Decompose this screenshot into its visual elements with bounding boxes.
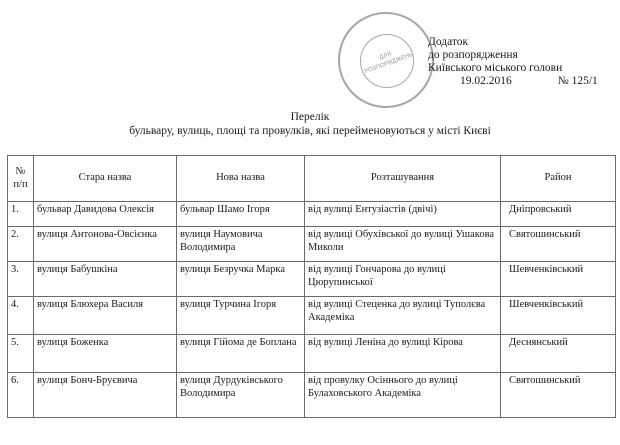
cell-new-name: бульвар Шамо Ігоря: [177, 202, 305, 227]
header-new-name: Нова назва: [177, 156, 305, 202]
cell-location: від вулиці Леніна до вулиці Кірова: [305, 335, 501, 373]
cell-new-name: вулиця Турчина Ігоря: [177, 297, 305, 335]
header-location: Розташування: [305, 156, 501, 202]
table-row: [8, 297, 616, 335]
cell-old-name: вулиця Боженка: [34, 335, 177, 373]
cell-location: від вулиці Обухівської до вулиці Ушакова Миколи: [305, 227, 501, 262]
appendix-date: 19.02.2016: [460, 75, 512, 87]
cell-num: 5.: [8, 335, 34, 373]
table-row: [8, 373, 616, 418]
cell-old-name: вулиця Блюхера Василя: [34, 297, 177, 335]
cell-old-name: вулиця Бабушкіна: [34, 262, 177, 297]
cell-num: 4.: [8, 297, 34, 335]
appendix-line-1: Додаток: [428, 36, 469, 48]
cell-district: Шевченківський: [501, 262, 616, 297]
table-row: [8, 335, 616, 373]
table-header-row: [8, 156, 616, 202]
cell-district: Святошинський: [501, 227, 616, 262]
cell-new-name: вулиця Безручка Марка: [177, 262, 305, 297]
appendix-line-2: до розпорядження: [428, 49, 518, 61]
appendix-header: [428, 36, 598, 88]
header-num: № п/п: [8, 156, 34, 202]
cell-old-name: бульвар Давидова Олексія: [34, 202, 177, 227]
cell-location: від вулиці Ентузіастів (двічі): [305, 202, 501, 227]
cell-num: 1.: [8, 202, 34, 227]
appendix-line-3: Київського міського голови: [428, 62, 563, 74]
official-stamp: [338, 12, 434, 108]
header-old-name: Стара назва: [34, 156, 177, 202]
stamp-center-text: ДЛЯ РОЗПОРЯДЖЕНЬ: [363, 51, 415, 76]
title-line-2: бульвару, вулиць, площі та провулків, які перейменовуються у місті Києві: [129, 125, 491, 137]
cell-location: від провулку Осіннього до вулиці Булаховського Академіка: [305, 373, 501, 418]
cell-num: 3.: [8, 262, 34, 297]
renaming-table: [7, 155, 616, 418]
cell-location: від вулиці Стеценка до вулиці Туполєва Академіка: [305, 297, 501, 335]
table-row: [8, 202, 616, 227]
cell-old-name: вулиця Антонова-Овсієнка: [34, 227, 177, 262]
document-title: [0, 110, 620, 138]
title-line-1: Перелік: [290, 111, 330, 123]
appendix-number: № 125/1: [557, 75, 598, 87]
cell-num: 2.: [8, 227, 34, 262]
cell-district: Шевченківський: [501, 297, 616, 335]
cell-new-name: вулиця Дурдуківського Володимира: [177, 373, 305, 418]
appendix-date-line: [428, 75, 598, 88]
table-row: [8, 262, 616, 297]
header-district: Район: [501, 156, 616, 202]
cell-district: Дніпровський: [501, 202, 616, 227]
cell-location: від вулиці Гончарова до вулиці Цюрупинської: [305, 262, 501, 297]
table-row: [8, 227, 616, 262]
cell-num: 6.: [8, 373, 34, 418]
cell-new-name: вулиця Наумовича Володимира: [177, 227, 305, 262]
cell-district: Святошинський: [501, 373, 616, 418]
cell-old-name: вулиця Бонч-Бруєвича: [34, 373, 177, 418]
cell-new-name: вулиця Гійома де Боплана: [177, 335, 305, 373]
cell-district: Деснянський: [501, 335, 616, 373]
